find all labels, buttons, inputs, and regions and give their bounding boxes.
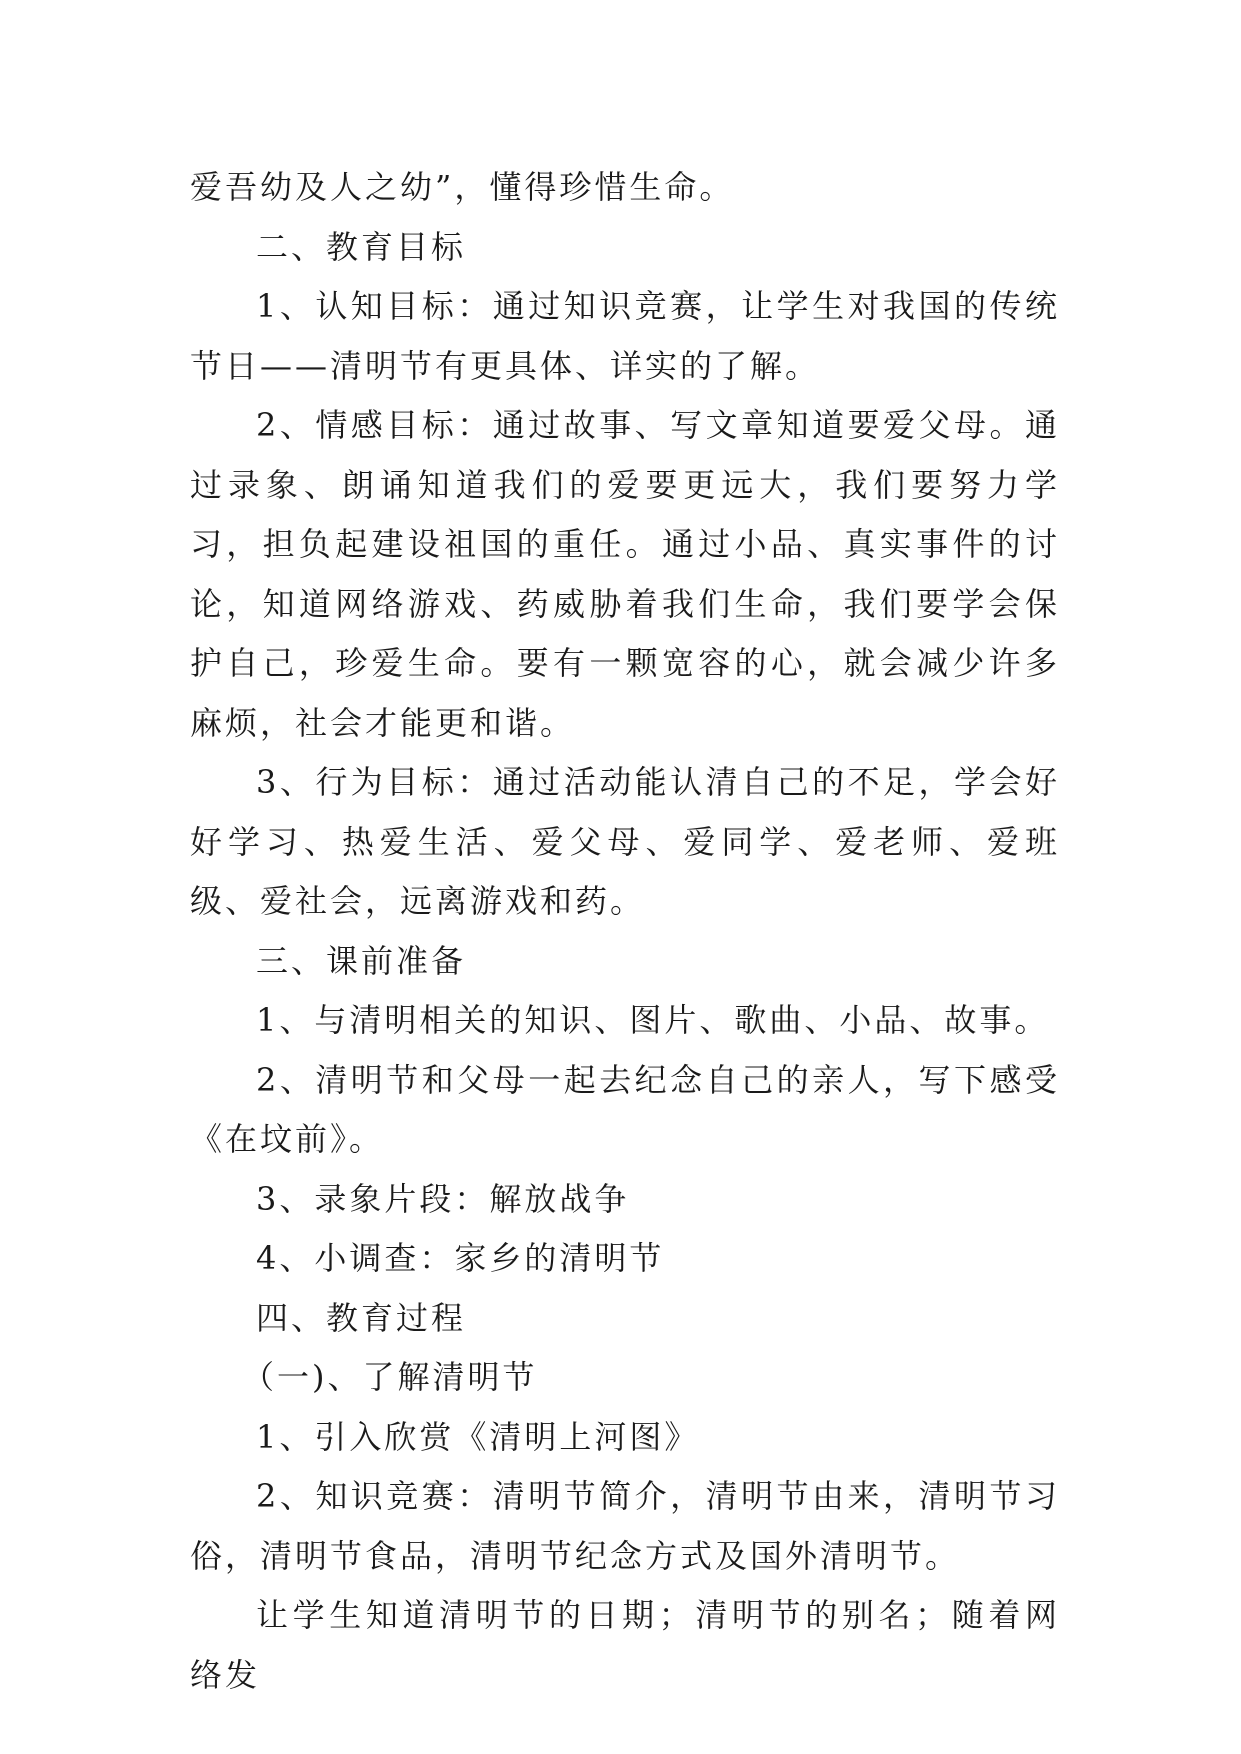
paragraph-emotional-goal: 2、情感目标：通过故事、写文章知道要爱父母。通过录象、朗诵知道我们的爱要更远大，我们要努力学习，担负起建设祖国的重任。通过小品、真实事件的讨论，知道网络游戏、药威胁着我们生命，我们要学会保护自己，珍爱生命。要有一颗宽容的心，就会减少许多麻烦，社会才能更和谐。	[190, 406, 1060, 742]
section-heading-goals: 二、教育目标	[256, 227, 467, 266]
paragraph-prep-item-4: 4、小调查：家乡的清明节	[256, 1239, 665, 1277]
subsection-heading-understand: （一)、了解清明节	[242, 1358, 538, 1396]
paragraph-behavior-goal: 3、行为目标：通过活动能认清自己的不足，学会好好学习、热爱生活、爱父母、爱同学、爱老师、爱班级、爱社会，远离游戏和药。	[190, 763, 1060, 920]
paragraph-process-item-1: 1、引入欣赏《清明上河图》	[256, 1417, 700, 1456]
paragraph-prep-item-1: 1、与清明相关的知识、图片、歌曲、小品、故事。	[256, 1001, 1050, 1039]
paragraph-continuation: 爱吾幼及人之幼”，懂得珍惜生命。	[190, 168, 735, 206]
paragraph-process-item-2: 2、知识竞赛：清明节简介，清明节由来，清明节习俗，清明节食品，清明节纪念方式及国外清明节。	[190, 1477, 1060, 1575]
section-heading-process: 四、教育过程	[256, 1298, 467, 1337]
section-heading-preparation: 三、课前准备	[256, 941, 467, 980]
document-body	[190, 158, 1060, 1705]
paragraph-prep-item-3: 3、录象片段：解放战争	[256, 1179, 630, 1218]
paragraph-process-note: 让学生知道清明节的日期；清明节的别名；随着网络发	[190, 1596, 1060, 1694]
paragraph-prep-item-2: 2、清明节和父母一起去纪念自己的亲人，写下感受《在坟前》。	[190, 1060, 1060, 1158]
paragraph-cognitive-goal: 1、认知目标：通过知识竞赛，让学生对我国的传统节日——清明节有更具体、详实的了解。	[190, 287, 1060, 385]
